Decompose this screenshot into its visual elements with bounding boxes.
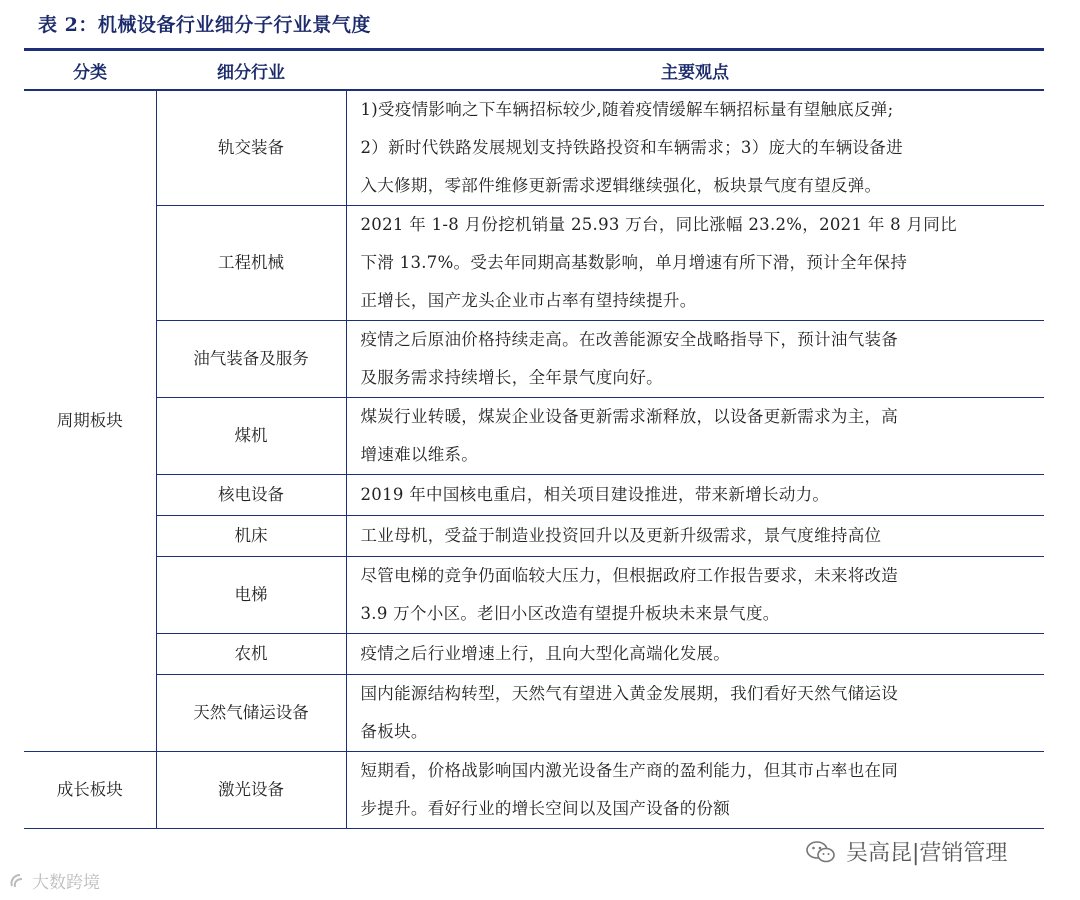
table-row (24, 557, 1044, 634)
table-row (24, 206, 1044, 321)
table-row (24, 516, 1044, 557)
view-cell (346, 516, 1044, 557)
view-cell (346, 752, 1044, 829)
subindustry-cell: 煤机 (156, 398, 346, 475)
subindustry-cell: 机床 (156, 516, 346, 557)
view-line: 步提升。看好行业的增长空间以及国产设备的份额 (360, 799, 731, 818)
header-subindustry: 细分行业 (156, 51, 346, 90)
table-row (24, 398, 1044, 475)
table-row (24, 752, 1044, 829)
view-line: 下滑 13.7%。受去年同期高基数影响，单月增速有所下滑，预计全年保持 (360, 253, 908, 272)
table-title: 表 2：机械设备行业细分子行业景气度 (38, 14, 371, 36)
brand-swirl-icon (8, 871, 28, 891)
view-line: 疫情之后行业增速上行，且向大型化高端化发展。 (360, 644, 731, 663)
watermark-left (8, 868, 100, 893)
header-views: 主要观点 (346, 51, 1044, 90)
header-category: 分类 (24, 51, 156, 90)
watermark-left-text: 大数跨境 (32, 873, 100, 893)
watermark-right-text: 吴高昆|营销管理 (846, 841, 1008, 866)
subindustry-cell: 激光设备 (156, 752, 346, 829)
subindustry-cell: 电梯 (156, 557, 346, 634)
view-cell (346, 675, 1044, 752)
view-line: 1)受疫情影响之下车辆招标较少,随着疫情缓解车辆招标量有望触底反弹; (360, 100, 894, 119)
view-cell (346, 321, 1044, 398)
table-row (24, 90, 1044, 206)
view-line: 入大修期，零部件维修更新需求逻辑继续强化，板块景气度有望反弹。 (360, 176, 882, 195)
wechat-icon (806, 841, 836, 863)
view-line: 2021 年 1-8 月份挖机销量 25.93 万台，同比涨幅 23.2%，2021 年 8 月同比 (360, 215, 957, 234)
subindustry-cell: 农机 (156, 634, 346, 675)
table-row (24, 475, 1044, 516)
table-row (24, 675, 1044, 752)
subindustry-cell: 核电设备 (156, 475, 346, 516)
view-cell (346, 398, 1044, 475)
view-cell (346, 634, 1044, 675)
subindustry-cell: 油气装备及服务 (156, 321, 346, 398)
sector-cell: 周期板块 (24, 90, 156, 752)
view-line: 短期看，价格战影响国内激光设备生产商的盈利能力，但其市占率也在同 (360, 761, 899, 780)
view-line: 疫情之后原油价格持续走高。在改善能源安全战略指导下，预计油气装备 (360, 330, 899, 349)
subindustry-cell: 轨交装备 (156, 90, 346, 206)
view-cell (346, 206, 1044, 321)
view-line: 尽管电梯的竞争仍面临较大压力，但根据政府工作报告要求，未来将改造 (360, 566, 899, 585)
view-cell (346, 475, 1044, 516)
subindustry-cell: 工程机械 (156, 206, 346, 321)
view-line: 3.9 万个小区。老旧小区改造有望提升板块未来景气度。 (360, 604, 780, 623)
industry-table (24, 48, 1044, 829)
view-line: 2）新时代铁路发展规划支持铁路投资和车辆需求；3）庞大的车辆设备进 (360, 138, 903, 157)
view-line: 煤炭行业转暖，煤炭企业设备更新需求渐释放，以设备更新需求为主，高 (360, 407, 899, 426)
sector-cell: 成长板块 (24, 752, 156, 829)
view-line: 及服务需求持续增长，全年景气度向好。 (360, 368, 663, 387)
view-line: 备板块。 (360, 722, 428, 741)
view-line: 增速难以维系。 (360, 445, 479, 464)
view-cell (346, 90, 1044, 206)
watermark-right (800, 834, 1013, 869)
view-cell (346, 557, 1044, 634)
view-line: 国内能源结构转型，天然气有望进入黄金发展期，我们看好天然气储运设 (360, 684, 899, 703)
table-row (24, 321, 1044, 398)
view-line: 工业母机，受益于制造业投资回升以及更新升级需求，景气度维持高位 (360, 526, 882, 545)
view-line: 正增长，国产龙头企业市占率有望持续提升。 (360, 291, 697, 310)
subindustry-cell: 天然气储运设备 (156, 675, 346, 752)
table-row (24, 634, 1044, 675)
header-row (24, 51, 1044, 90)
view-line: 2019 年中国核电重启，相关项目建设推进，带来新增长动力。 (360, 485, 830, 504)
